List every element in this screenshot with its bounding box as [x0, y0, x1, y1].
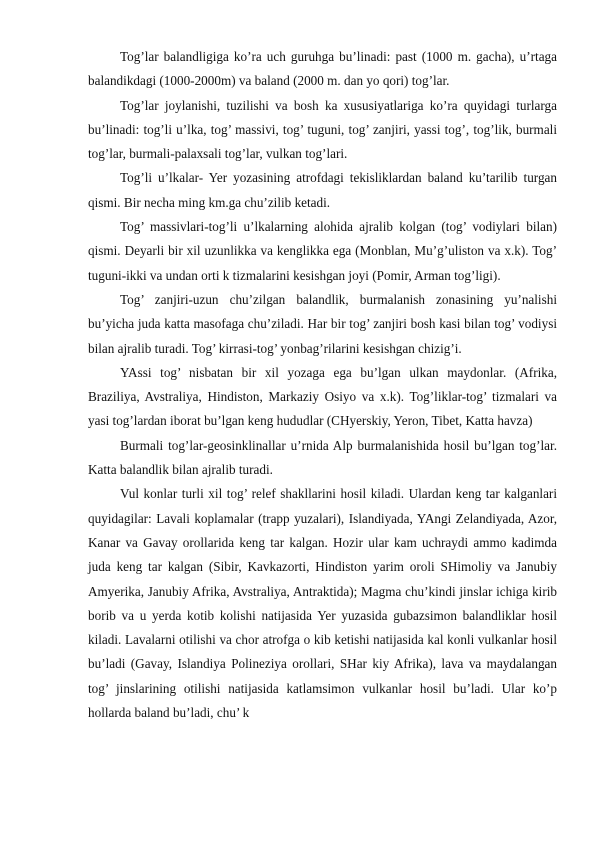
paragraph-mountain-ranges: Tog’ zanjiri-uzun chu’zilgan balandlik, burmalanish zonasining yu’nalishi bu’yicha juda katta masofaga chu’ziladi. Har bir tog’ zanjiri bosh kasi bilan tog’ vodiysi bilan ajralib turadi. Tog’ kirrasi-tog’ yonbag’rilarini kesishgan chizig’i. [88, 291, 557, 356]
document-page [88, 45, 557, 725]
paragraph-volcanoes: Vul konlar turli xil tog’ relef shakllarini hosil kiladi. Ulardan keng tar kalganlari quyidagilar: Lavali koplamalar (trapp yuzalari), Islandiyada, YAngi Zelandiyada, Azor, Kanar va Gavay orollarida keng tar kalgan. Hozir ular kam uchraydi ammo kadimda juda keng tar kalgan (Sibir, Kavkazorti, Hindiston yarim oroli SHimoliy va Janubiy Amyerika, Janubiy Afrika, Avstraliya, Antraktida); Magma chu’kindi jinslar ichiga kirib borib va u yerda kotib kolishi natijasida Yer yuzasida gubazsimon balandliklar hosil kiladi. Lavalarni otilishi va chor atrofga o kib ketishi natijasida kal konli vulkanlar hosil bu’ladi (Gavay, Islandiya Polineziya orollari, SHar kiy Afrika), lava va maydalangan tog’ jinslarining otilishi natijasida katlamsimon vulkanlar hosil bu’ladi. Ular ko’p hollarda baland bu’ladi, chu’ k [88, 486, 557, 721]
paragraph-mountain-types: Tog’lar joylanishi, tuzilishi va bosh ka xususiyatlariga ko’ra quyidagi turlarga bu’linadi: tog’li u’lka, tog’ massivi, tog’ tuguni, tog’ zanjiri, yassi tog’, tog’lik, burmali tog’lar, burmali-palaxsali tog’lar, vulkan tog’lari. [88, 97, 557, 162]
paragraph-mountain-regions: Tog’li u’lkalar- Yer yozasining atrofdagi tekisliklardan baland ku’tarilib turgan qismi. Bir necha ming km.ga chu’zilib ketadi. [88, 170, 557, 210]
paragraph-plateaus: YAssi tog’ nisbatan bir xil yozaga ega bu’lgan ulkan maydonlar. (Afrika, Braziliya, Avstraliya, Hindiston, Markaziy Osiyo va x.k). Tog’liklar-tog’ tizmalari va yasi tog’lardan iborat bu’lgan keng hududlar (CHyerskiy, Yeron, Tibet, Katta havza) [88, 364, 557, 429]
paragraph-mountain-massifs: Tog’ massivlari-tog’li u’lkalarning alohida ajralib kolgan (tog’ vodiylari bilan) qismi. Deyarli bir xil uzunlikka va kenglikka ega (Monblan, Mu’g’uliston va x.k). Tog’ tuguni-ikki va undan orti k tizmalarini kesishgan joyi (Pomir, Arman tog’ligi). [88, 219, 557, 283]
paragraph-folded-mountains: Burmali tog’lar-geosinklinallar u’rnida Alp burmalanishida hosil bu’lgan tog’lar. Katta balandlik bilan ajralib turadi. [88, 437, 557, 478]
paragraph-mountain-heights: Tog’lar balandligiga ko’ra uch guruhga bu’linadi: past (1000 m. gacha), u’rtaga balandikdagi (1000-2000m) va baland (2000 m. dan yo qori) tog’lar. [88, 49, 557, 89]
